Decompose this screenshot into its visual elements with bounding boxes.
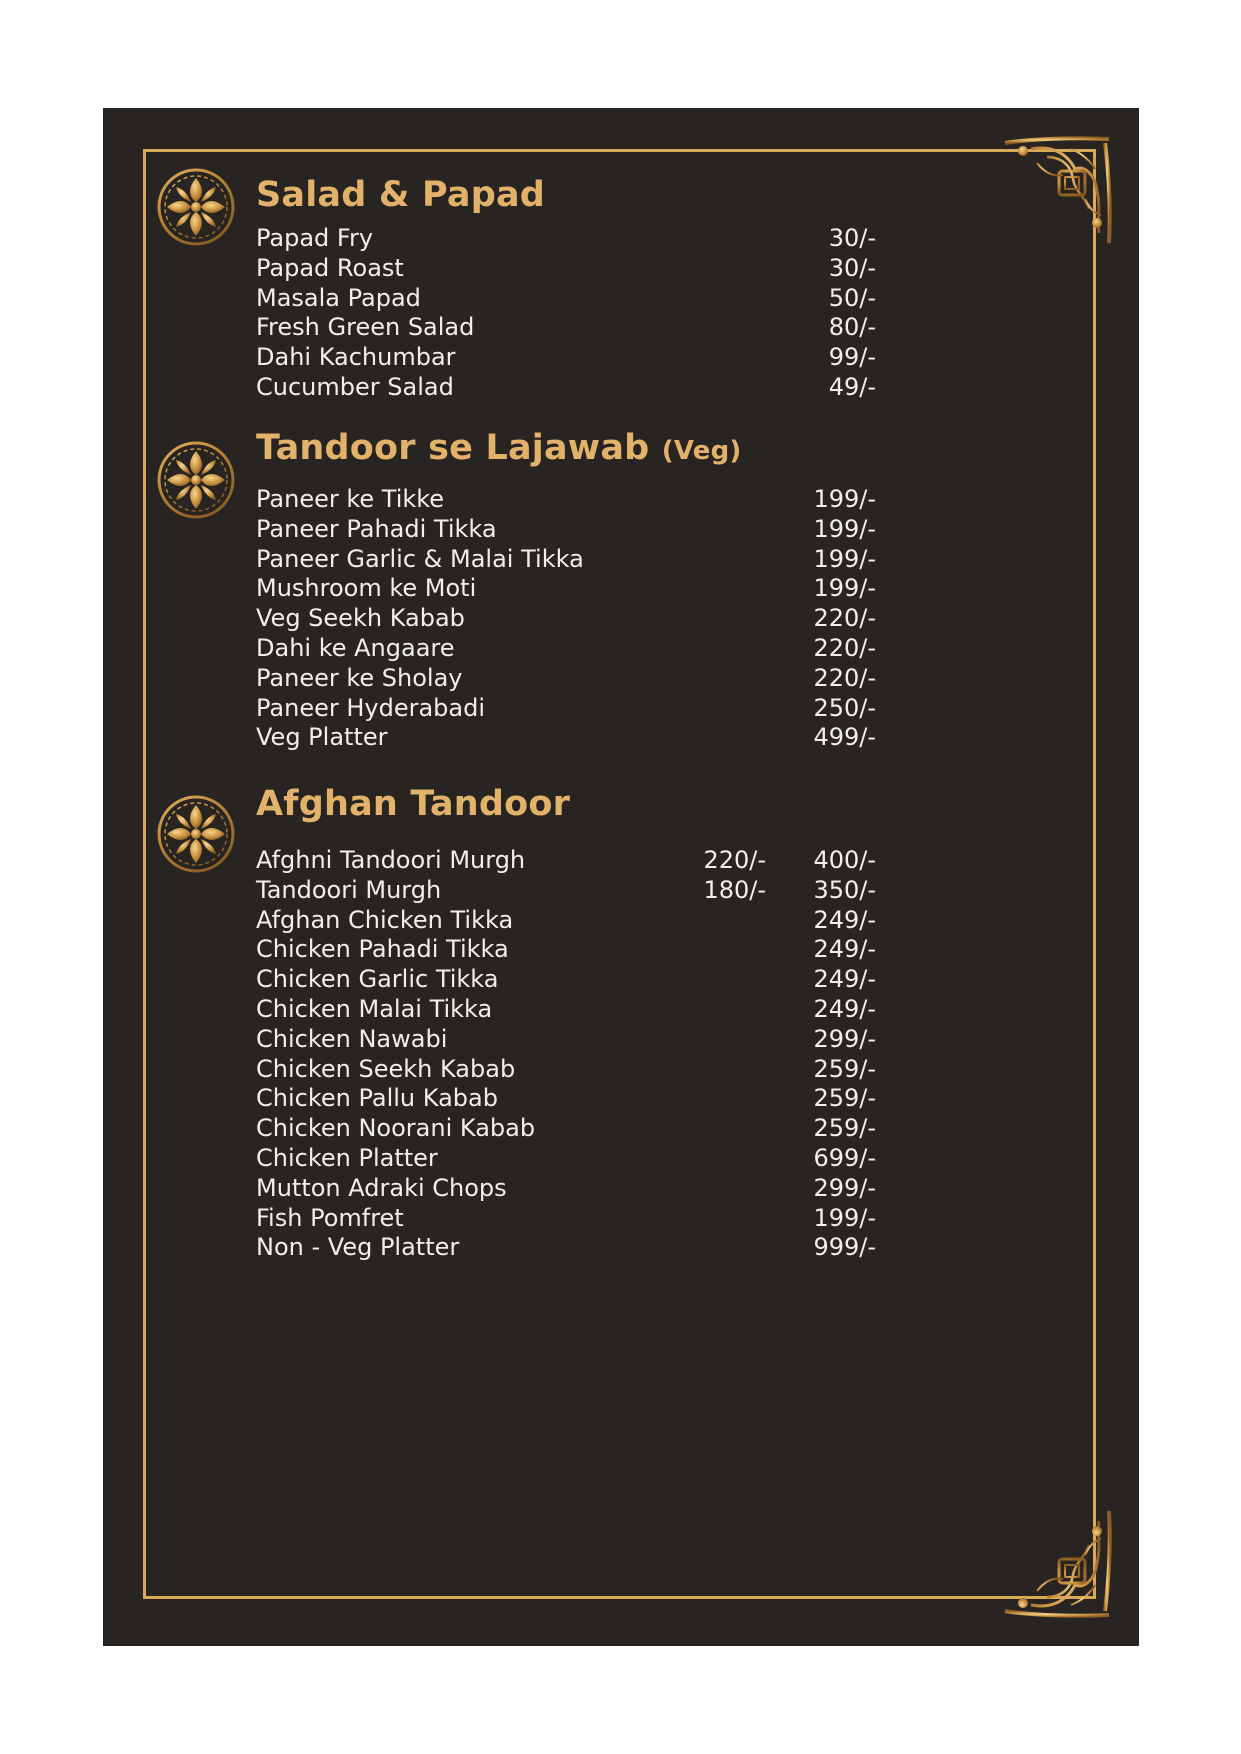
item-name: Chicken Platter: [256, 1143, 438, 1172]
list-item: [256, 312, 876, 342]
item-price: 699/-: [813, 1143, 876, 1172]
floral-medallion-icon: [157, 168, 235, 246]
item-name: Tandoori Murgh: [256, 875, 442, 904]
list-item: [256, 283, 876, 313]
item-price: 249/-: [813, 905, 876, 934]
item-price: 50/-: [828, 283, 876, 312]
item-name: Chicken Nawabi: [256, 1024, 448, 1053]
list-item: [256, 633, 876, 663]
item-price: 259/-: [813, 1054, 876, 1083]
item-price: 350/-: [813, 875, 876, 904]
item-name: Paneer Garlic & Malai Tikka: [256, 544, 584, 573]
item-name: Fish Pomfret: [256, 1203, 404, 1232]
item-price: 220/-: [813, 604, 876, 633]
list-item: [256, 372, 876, 402]
list-item: [256, 663, 876, 693]
item-price: 220/-: [813, 633, 876, 662]
item-name: Chicken Noorani Kabab: [256, 1114, 536, 1143]
list-item: [256, 514, 876, 544]
item-name: Mutton Adraki Chops: [256, 1173, 507, 1202]
corner-ornament-top-right-icon: [1001, 135, 1113, 247]
list-item: [256, 845, 876, 875]
list-item: [256, 484, 876, 514]
list-item: [256, 253, 876, 283]
item-name: Veg Platter: [256, 723, 388, 752]
list-item: [256, 1143, 876, 1173]
section-title-tandoor-veg: Tandoor se Lajawab (Veg): [256, 428, 742, 468]
item-price: 249/-: [813, 935, 876, 964]
item-price: 30/-: [828, 224, 876, 252]
item-price-half: 220/-: [703, 846, 766, 874]
floral-medallion-icon: [157, 441, 235, 519]
corner-ornament-bottom-right-icon: [1001, 1507, 1113, 1619]
item-name: Veg Seekh Kabab: [256, 604, 465, 633]
item-price: 249/-: [813, 994, 876, 1023]
list-item: [256, 1054, 876, 1084]
item-name: Paneer ke Sholay: [256, 663, 463, 692]
item-price: 199/-: [813, 485, 876, 513]
section-title-note: (Veg): [661, 436, 742, 466]
item-price: 99/-: [828, 343, 876, 372]
item-name: Chicken Seekh Kabab: [256, 1054, 516, 1083]
item-name: Chicken Garlic Tikka: [256, 965, 499, 994]
item-name: Mushroom ke Moti: [256, 574, 477, 603]
item-price: 199/-: [813, 1203, 876, 1232]
list-item: [256, 1024, 876, 1054]
item-name: Chicken Malai Tikka: [256, 994, 493, 1023]
item-price-half: 180/-: [703, 875, 766, 904]
item-price: 259/-: [813, 1084, 876, 1113]
list-item: [256, 603, 876, 633]
item-name: Paneer Pahadi Tikka: [256, 514, 497, 543]
item-price: 999/-: [813, 1233, 876, 1262]
list-item: [256, 875, 876, 905]
item-price: 499/-: [813, 723, 876, 752]
item-price: 30/-: [828, 253, 876, 282]
item-price: 199/-: [813, 544, 876, 573]
item-name: Chicken Pallu Kabab: [256, 1084, 498, 1113]
item-price: 259/-: [813, 1114, 876, 1143]
list-item: [256, 693, 876, 723]
floral-medallion-icon: [157, 795, 235, 873]
item-name: Fresh Green Salad: [256, 313, 475, 342]
item-price: 299/-: [813, 1173, 876, 1202]
list-item: [256, 1173, 876, 1203]
item-price: 299/-: [813, 1024, 876, 1053]
item-name: Cucumber Salad: [256, 372, 454, 401]
menu-card: [103, 108, 1139, 1646]
item-price: 220/-: [813, 663, 876, 692]
list-item: [256, 905, 876, 935]
section-items-afghan-tandoor: [256, 845, 876, 1262]
item-name: Dahi Kachumbar: [256, 343, 456, 372]
list-item: [256, 722, 876, 752]
list-item: [256, 573, 876, 603]
item-name: Afghan Chicken Tikka: [256, 905, 514, 934]
list-item: [256, 964, 876, 994]
item-price: 250/-: [813, 693, 876, 722]
list-item: [256, 1113, 876, 1143]
item-name: Paneer ke Tikke: [256, 485, 445, 513]
item-price: 199/-: [813, 574, 876, 603]
list-item: [256, 1203, 876, 1233]
list-item: [256, 223, 876, 253]
item-name: Non - Veg Platter: [256, 1233, 460, 1262]
list-item: [256, 994, 876, 1024]
item-name: Chicken Pahadi Tikka: [256, 935, 509, 964]
item-name: Afghni Tandoori Murgh: [256, 846, 526, 874]
item-price: 249/-: [813, 965, 876, 994]
item-name: Paneer Hyderabadi: [256, 693, 486, 722]
item-name: Papad Fry: [256, 224, 374, 252]
list-item: [256, 342, 876, 372]
list-item: [256, 1232, 876, 1262]
item-price: 80/-: [828, 313, 876, 342]
item-price: 400/-: [813, 846, 876, 874]
list-item: [256, 1083, 876, 1113]
item-name: Papad Roast: [256, 253, 404, 282]
item-name: Masala Papad: [256, 283, 421, 312]
item-price: 199/-: [813, 514, 876, 543]
item-price: 49/-: [828, 372, 876, 401]
list-item: [256, 934, 876, 964]
list-item: [256, 544, 876, 574]
section-items-tandoor-veg: [256, 484, 876, 752]
section-items-salad-papad: [256, 223, 876, 402]
section-title-afghan-tandoor: Afghan Tandoor: [256, 784, 571, 824]
section-title-salad-papad: Salad & Papad: [256, 175, 546, 215]
item-name: Dahi ke Angaare: [256, 633, 455, 662]
